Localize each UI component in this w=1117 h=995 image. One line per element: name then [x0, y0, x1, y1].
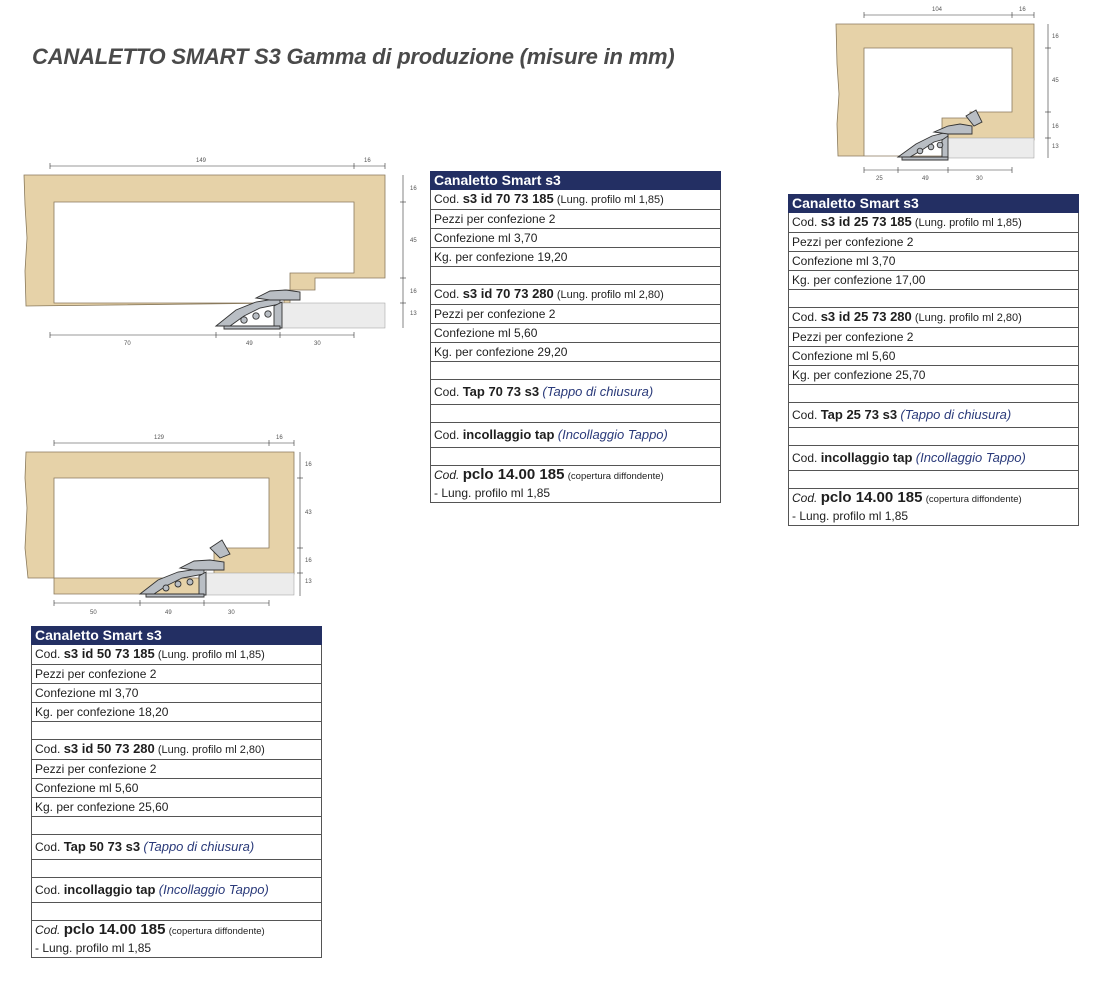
cap-row: Cod. Tap 70 73 s3 (Tappo di chiusura) — [431, 380, 721, 405]
weight-row: Kg. per confezione 19,20 — [431, 248, 721, 267]
dim-label-profile: 49 — [922, 176, 929, 182]
cap-row: Cod. Tap 25 73 s3 (Tappo di chiusura) — [789, 403, 1079, 428]
dim-label-opening: 70 — [124, 341, 131, 347]
code-row-185: Cod. s3 id 70 73 185 (Lung. profilo ml 1,85) — [431, 190, 721, 210]
code-row-185: Cod. s3 id 25 73 185 (Lung. profilo ml 1,85) — [789, 213, 1079, 233]
profile-drawing-50 — [24, 428, 324, 620]
diffuser-strip — [946, 138, 1034, 158]
blank-row — [431, 405, 721, 423]
pieces-row: Pezzi per confezione 2 — [789, 328, 1079, 347]
dim-label-inner-height: 45 — [1052, 78, 1059, 84]
dim-label-profile: 49 — [246, 341, 253, 347]
table-header: Canaletto Smart s3 — [431, 172, 721, 190]
page-title: CANALETTO SMART S3 Gamma di produzione (misure in mm) — [32, 44, 675, 69]
weight-row: Kg. per confezione 29,20 — [431, 343, 721, 362]
dimension-top — [50, 158, 385, 169]
dim-label-diffuser: 13 — [410, 311, 417, 317]
blank-row — [32, 903, 322, 921]
diffuser-length: - Lung. profilo ml 1,85 — [789, 509, 1079, 526]
spec-table-70 — [430, 171, 721, 503]
dim-label-diffuser: 13 — [1052, 144, 1059, 150]
package-row: Confezione ml 5,60 — [431, 324, 721, 343]
diffuser-strip — [204, 573, 294, 595]
dim-label-inner-height: 43 — [305, 510, 312, 516]
package-row: Confezione ml 3,70 — [789, 252, 1079, 271]
weight-row: Kg. per confezione 25,70 — [789, 366, 1079, 385]
dim-label-opening: 50 — [90, 610, 97, 616]
blank-row — [789, 385, 1079, 403]
blank-row — [431, 362, 721, 380]
table-header: Canaletto Smart s3 — [32, 627, 322, 645]
dim-label-diffuser: 13 — [305, 579, 312, 585]
package-row: Confezione ml 5,60 — [789, 347, 1079, 366]
diffuser-row: Cod. pclo 14.00 185 (copertura diffondente) — [789, 489, 1079, 510]
dim-label-step: 16 — [305, 558, 312, 564]
dim-label-width: 149 — [196, 158, 207, 164]
pieces-row: Pezzi per confezione 2 — [32, 760, 322, 779]
blank-row — [789, 290, 1079, 308]
code-row-280: Cod. s3 id 70 73 280 (Lung. profilo ml 2,80) — [431, 285, 721, 305]
board-section — [24, 175, 385, 306]
cap-row: Cod. Tap 50 73 s3 (Tappo di chiusura) — [32, 835, 322, 860]
dim-label-wall: 16 — [364, 158, 371, 164]
dimension-bottom — [864, 167, 1012, 182]
blank-row — [789, 428, 1079, 446]
blank-row — [431, 448, 721, 466]
dimension-top — [864, 7, 1034, 18]
diffuser-strip — [280, 303, 385, 328]
code-row-280: Cod. s3 id 25 73 280 (Lung. profilo ml 2,80) — [789, 308, 1079, 328]
blank-row — [431, 267, 721, 285]
pieces-row: Pezzi per confezione 2 — [789, 233, 1079, 252]
glue-row: Cod. incollaggio tap (Incollaggio Tappo) — [431, 423, 721, 448]
dim-label-opening: 25 — [876, 176, 883, 182]
dimension-bottom — [54, 600, 269, 616]
dimension-top — [54, 435, 294, 446]
dimension-right — [1045, 24, 1059, 158]
blank-row — [32, 722, 322, 740]
dim-label-wall: 16 — [276, 435, 283, 441]
diffuser-row: Cod. pclo 14.00 185 (copertura diffondente) — [32, 921, 322, 942]
profile-drawing-70 — [24, 150, 420, 350]
package-row: Confezione ml 3,70 — [431, 229, 721, 248]
diffuser-row: Cod. pclo 14.00 185 (copertura diffondente) — [431, 466, 721, 487]
dim-label-top-thickness: 16 — [410, 186, 417, 192]
dim-label-inner-height: 45 — [410, 238, 417, 244]
package-row: Confezione ml 3,70 — [32, 684, 322, 703]
diffuser-length: - Lung. profilo ml 1,85 — [431, 486, 721, 503]
table-header: Canaletto Smart s3 — [789, 195, 1079, 213]
dimension-right — [297, 452, 312, 596]
package-row: Confezione ml 5,60 — [32, 779, 322, 798]
dim-label-strip: 30 — [314, 341, 321, 347]
pieces-row: Pezzi per confezione 2 — [431, 210, 721, 229]
glue-row: Cod. incollaggio tap (Incollaggio Tappo) — [32, 878, 322, 903]
dim-label-strip: 30 — [976, 176, 983, 182]
profile-drawing-25 — [836, 4, 1059, 184]
code-row-280: Cod. s3 id 50 73 280 (Lung. profilo ml 2,80) — [32, 740, 322, 760]
code-row-185: Cod. s3 id 50 73 185 (Lung. profilo ml 1,85) — [32, 645, 322, 665]
weight-row: Kg. per confezione 18,20 — [32, 703, 322, 722]
pieces-row: Pezzi per confezione 2 — [431, 305, 721, 324]
blank-row — [789, 471, 1079, 489]
dim-label-strip: 30 — [228, 610, 235, 616]
dim-label-width: 129 — [154, 435, 165, 441]
pieces-row: Pezzi per confezione 2 — [32, 665, 322, 684]
dim-label-top-thickness: 16 — [305, 462, 312, 468]
dimension-right — [400, 175, 417, 328]
dim-label-wall: 16 — [1019, 7, 1026, 13]
dim-label-top-thickness: 16 — [1052, 34, 1059, 40]
spec-table-50 — [31, 626, 322, 958]
weight-row: Kg. per confezione 25,60 — [32, 798, 322, 817]
diffuser-length: - Lung. profilo ml 1,85 — [32, 941, 322, 958]
board-section — [25, 452, 294, 594]
dim-label-profile: 49 — [165, 610, 172, 616]
blank-row — [32, 860, 322, 878]
dimension-bottom — [50, 332, 354, 347]
glue-row: Cod. incollaggio tap (Incollaggio Tappo) — [789, 446, 1079, 471]
weight-row: Kg. per confezione 17,00 — [789, 271, 1079, 290]
blank-row — [32, 817, 322, 835]
dim-label-step: 16 — [410, 289, 417, 295]
dim-label-width: 104 — [932, 7, 943, 13]
dim-label-step: 16 — [1052, 124, 1059, 130]
spec-table-25 — [788, 194, 1079, 526]
